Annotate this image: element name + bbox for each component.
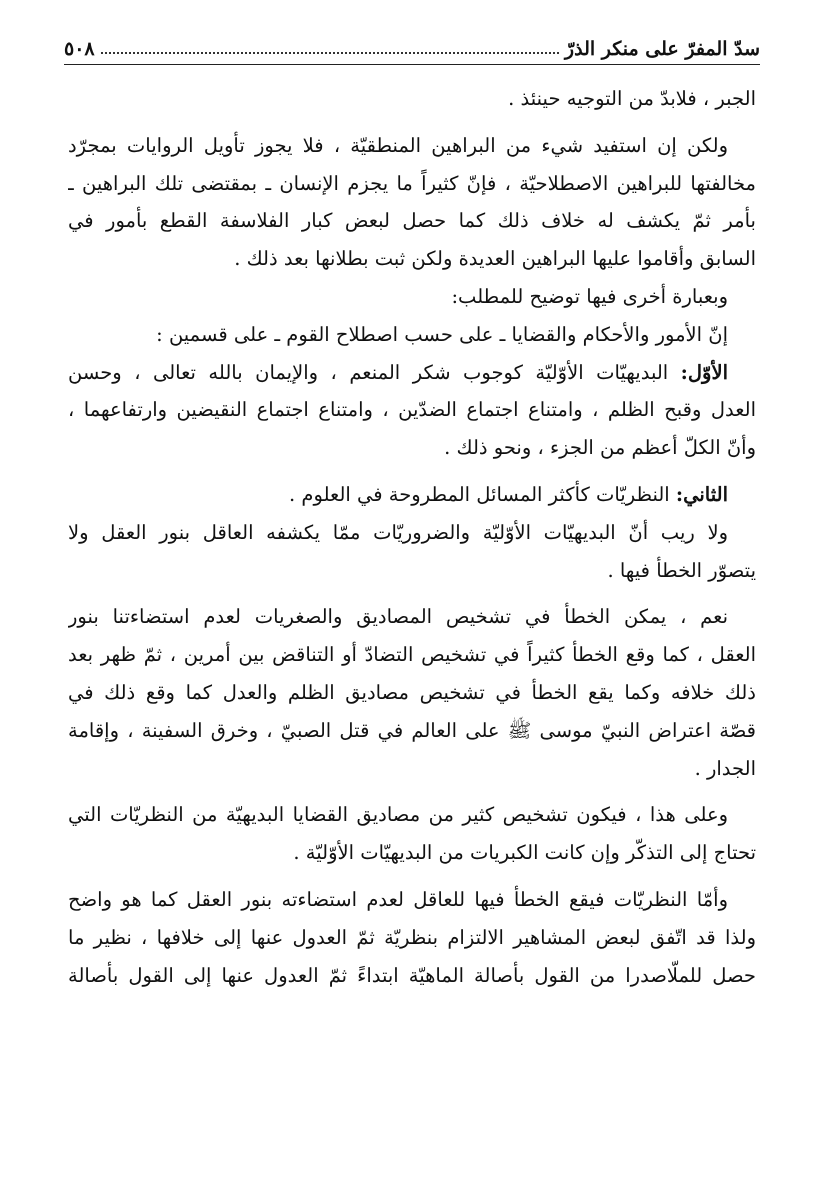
text-line: [68, 919, 756, 957]
text-line: [68, 80, 756, 118]
paragraph-gap: [68, 872, 756, 881]
page-body: [68, 80, 756, 994]
text-line: [68, 127, 756, 165]
running-title: سدّ المفرّ على منكر الذرّ: [564, 38, 760, 60]
text-line: [68, 834, 756, 872]
text-line-content: وعلى هذا ، فيكون تشخيص كثير من مصاديق القضايا البديهيّة من النظريّات التي: [68, 803, 728, 827]
text-line-content: بأمر ثمّ يكشف له خلاف ذلك كما حصل لبعض كبار الفلاسفة القطع بأمور في: [68, 209, 756, 233]
text-line: [68, 552, 756, 590]
text-line: [68, 240, 756, 278]
text-line: [68, 391, 756, 429]
text-line-content: وبعبارة أخرى فيها توضيح للمطلب:: [451, 284, 728, 308]
text-line: [68, 674, 756, 712]
text-line: [68, 881, 756, 919]
text-line-content: حصل للملّاصدرا من القول بأصالة الماهيّة ابتداءً ثمّ العدول عنها إلى القول بأصالة: [68, 963, 756, 987]
text-line-content: العقل ، كما وقع الخطأ كثيراً في تشخيص التضادّ أو التناقض بين أمرين ، ثمّ ظهر بعد: [68, 643, 756, 667]
text-line-content: وأمّا النظريّات فيقع الخطأ فيها للعاقل لعدم استضاءته بنور العقل كما هو واضح: [68, 887, 728, 911]
text-line-content: تحتاج إلى التذكّر وإن كانت الكبريات من البديهيّات الأوّليّة .: [293, 841, 756, 865]
text-line-content: ذلك خلافه وكما يقع الخطأ في تشخيص مصاديق الظلم والعدل كما وقع ذلك في: [68, 680, 756, 704]
paragraph-gap: [68, 589, 756, 598]
text-line-content: مخالفتها للبراهين الاصطلاحيّة ، فإنّ كثيراً ما يجزم الإنسان ـ بمقتضى تلك البراهين ـ: [68, 171, 756, 195]
paragraph-gap: [68, 118, 756, 127]
section-lead: الثاني:: [675, 482, 728, 506]
text-line-content: السابق وأقاموا عليها البراهين العديدة ولكن ثبت بطلانها بعد ذلك .: [234, 247, 756, 271]
text-line-content: النظريّات كأكثر المسائل المطروحة في العلوم .: [289, 482, 676, 506]
text-line: [68, 476, 756, 514]
text-line: [68, 429, 756, 467]
text-line-content: ولكن إن استفيد شيء من البراهين المنطقيّة ، فلا يجوز تأويل الروايات بمجرّد: [68, 133, 728, 157]
text-line: [68, 957, 756, 995]
text-line: [68, 354, 756, 392]
section-lead: الأوّل:: [680, 360, 728, 384]
text-line-content: قصّة اعتراض النبيّ موسى ﷺ على العالم في قتل الصبيّ ، وخرق السفينة ، وإقامة: [68, 718, 756, 742]
text-line: [68, 750, 756, 788]
page-number: ٥٠٨: [64, 38, 95, 60]
text-line-content: نعم ، يمكن الخطأ في تشخيص المصاديق والصغريات لعدم استضاءتنا بنور: [68, 605, 728, 629]
text-line-content: العدل وقبح الظلم ، وامتناع اجتماع الضدّين ، وامتناع اجتماع النقيضين وارتفاعهما ،: [68, 398, 756, 422]
text-line: [68, 598, 756, 636]
paragraph-gap: [68, 787, 756, 796]
text-line: [68, 796, 756, 834]
text-line: [68, 636, 756, 674]
text-line-content: إنّ الأمور والأحكام والقضايا ـ على حسب اصطلاح القوم ـ على قسمين :: [156, 322, 728, 346]
leader-dots: [101, 52, 559, 54]
text-line: [68, 514, 756, 552]
running-header: [64, 30, 760, 65]
text-line-content: ولذا قد اتّفق لبعض المشاهير الالتزام بنظريّة ثمّ العدول عنها إلى خلافها ، نظير ما: [68, 925, 756, 949]
text-line: [68, 316, 756, 354]
text-line-content: الجبر ، فلابدّ من التوجيه حينئذ .: [508, 87, 756, 110]
text-line: [68, 202, 756, 240]
text-line-content: الجدار .: [694, 756, 756, 780]
text-line: [68, 165, 756, 203]
text-line: [68, 278, 756, 316]
text-line-content: البديهيّات الأوّليّة كوجوب شكر المنعم ، والإيمان بالله تعالى ، وحسن: [68, 360, 681, 384]
text-line-content: يتصوّر الخطأ فيها .: [607, 558, 756, 582]
text-line: [68, 712, 756, 750]
paragraph-gap: [68, 467, 756, 476]
text-line-content: وأنّ الكلّ أعظم من الجزء ، ونحو ذلك .: [444, 436, 756, 460]
text-line-content: ولا ريب أنّ البديهيّات الأوّليّة والضروريّات ممّا يكشفه العاقل بنور العقل ولا: [68, 520, 728, 544]
